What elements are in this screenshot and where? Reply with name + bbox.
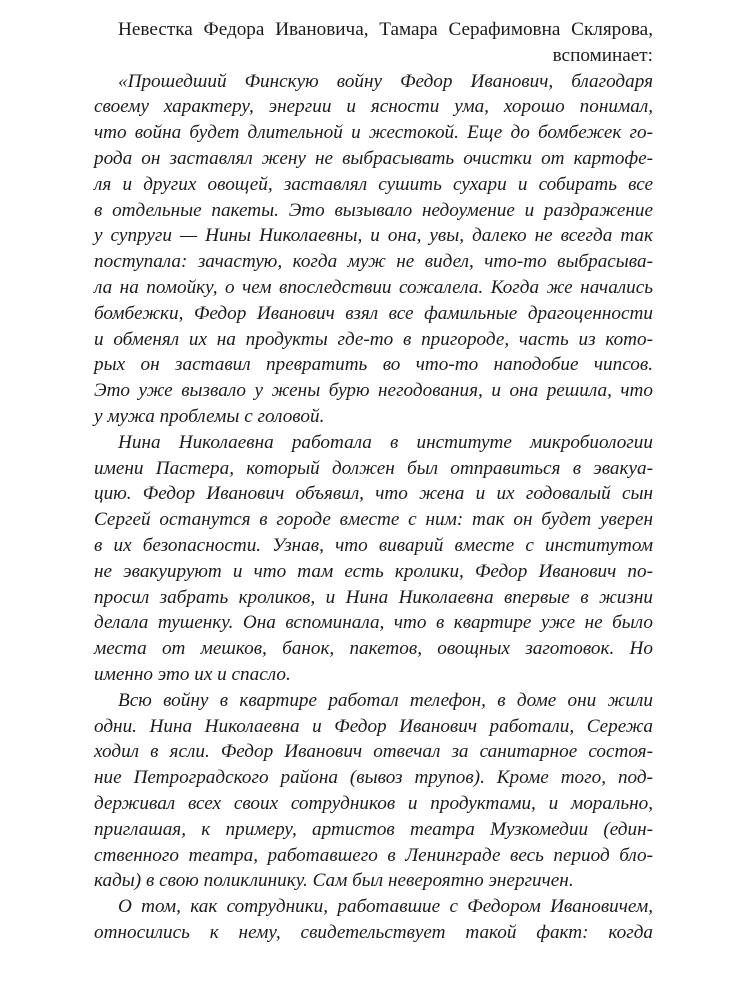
text-line: вспоминает: [552,44,653,66]
text-line: в отдельные пакеты. Это вызывало недоумение и раздражение [94,199,653,221]
text-line: поступала: зачастую, когда муж не видел, что-то выбрасыва- [94,251,653,273]
text-line: места от мешков, банок, пакетов, овощных заготовок. Но [94,638,653,660]
text-line: у супруги — Нины Николаевны, и она, увы, далеко не всегда так [94,225,653,247]
quote-paragraph [94,430,653,688]
quote-paragraph [94,688,653,894]
text-line: рода он заставлял жену не выбрасывать очистки от картофе- [94,147,653,169]
text-line: ственного театра, работавшего в Ленинграде весь период бло- [94,844,653,866]
quote-paragraph [94,894,653,946]
text-line: Нина Николаевна работала в институте микробиологии [118,431,653,453]
text-line: относились к нему, свидетельствует такой факт: когда [94,921,653,943]
text-line: ля и других овощей, заставлял сушить сухари и собирать все [94,173,653,195]
text-line: одни. Нина Николаевна и Федор Иванович работали, Сережа [94,715,653,737]
text-line: в их безопасности. Узнав, что виварий вместе с институтом [94,534,653,556]
text-line: делала тушенку. Она вспоминала, что в квартире уже не было [94,612,653,634]
text-line: Сергей останутся в городе вместе с ним: так он будет уверен [94,509,653,531]
text-line: что война будет длительной и жестокой. Еще до бомбежек го- [94,122,653,144]
text-line: Это уже вызвало у жены бурю негодования, и она решила, что [94,380,653,402]
intro-paragraph [94,17,653,69]
text-line: кады) в свою поликлинику. Сам был невероятно энергичен. [94,870,574,892]
text-line: не эвакуируют и что там есть кролики, Федор Иванович по- [94,560,653,582]
text-line: Невестка Федора Ивановича, Тамара Серафимовна Склярова, [118,19,653,40]
quote-paragraph [94,69,653,430]
text-line: «Прошедший Финскую войну Федор Иванович, благодаря [118,70,653,92]
text-line: цию. Федор Иванович объявил, что жена и их годовалый сын [94,483,653,505]
text-line: ходил в ясли. Федор Иванович отвечал за санитарное состоя- [94,741,653,763]
text-line: О том, как сотрудники, работавшие с Федором Ивановичем, [118,896,653,918]
text-line: и обменял их на продукты где-то в пригороде, часть из кото- [94,328,653,350]
text-line: просил забрать кроликов, и Нина Николаевна впервые в жизни [94,586,653,608]
text-line: своему характеру, энергии и ясности ума, хорошо понимал, [94,96,653,118]
text-line: ла на помойку, о чем впоследствии сожалела. Когда же начались [94,276,653,298]
text-line: бомбежки, Федор Иванович взял все фамильные драгоценности [94,302,653,324]
text-line: держивал всех своих сотрудников и продуктами, и морально, [94,792,653,814]
text-line: именно это их и спасло. [94,663,291,685]
text-line: рых он заставил превратить во что-то наподобие чипсов. [94,354,653,376]
text-line: у мужа проблемы с головой. [94,405,325,427]
text-line: ние Петроградского района (вывоз трупов). Кроме того, под- [94,767,653,789]
text-line: имени Пастера, который должен был отправиться в эвакуа- [94,457,653,479]
text-line: Всю войну в квартире работал телефон, в доме они жили [118,689,653,711]
text-line: приглашая, к примеру, артистов театра Музкомедии (един- [94,818,653,840]
